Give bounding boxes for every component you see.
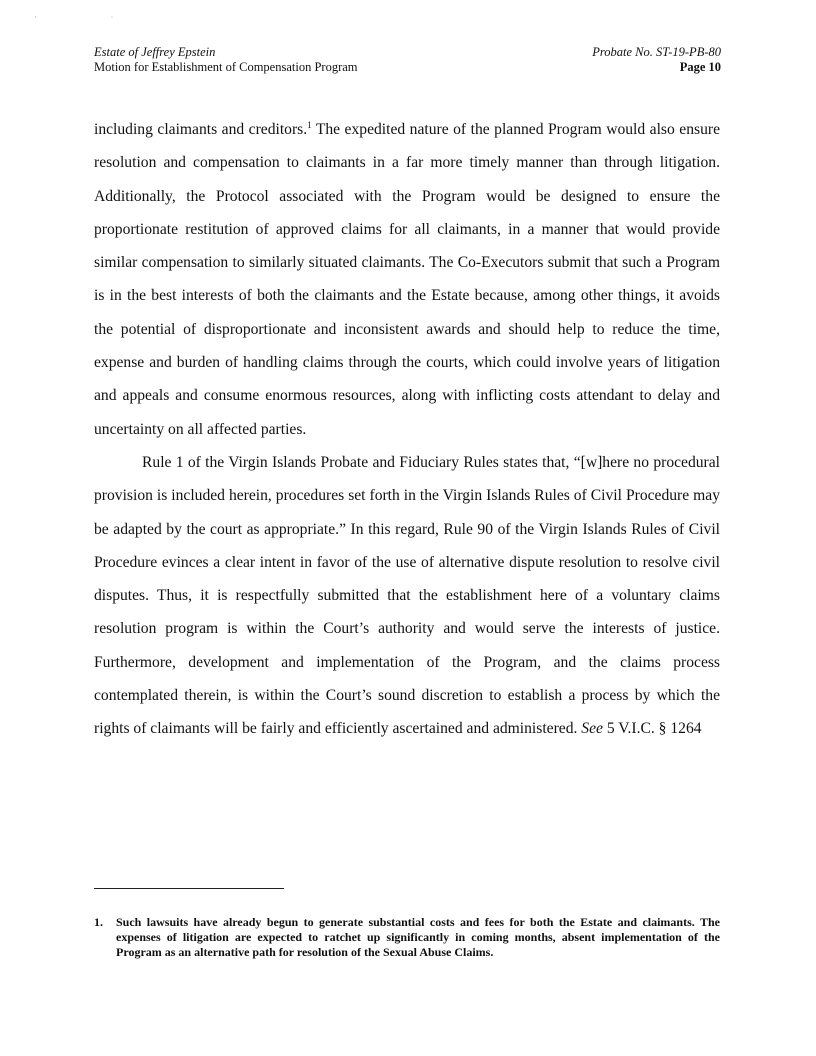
scan-corner-marks: · · (34, 13, 150, 22)
body-paragraph-2 (94, 446, 720, 746)
footnote-divider (94, 888, 284, 889)
page-number: Page 10 (679, 60, 721, 74)
running-header-right (592, 45, 721, 75)
paragraph-2-text: Rule 1 of the Virgin Islands Probate and Fiduciary Rules states that, “[w]here no procedural provision is included herein, procedures set forth in the Virgin Islands Rules of Civil Procedure may be adapted by the court as appropriate.” In this regard, Rule 90 of the Virgin Islands Rules of Civil Procedure evinces a clear intent in favor of the use of alternative dispute resolution to resolve civil disputes. Thus, it is respectfully submitted that the establishment here of a voluntary claims resolution program is within the Court’s authority and would serve the interests of justice. Furthermore, development and implementation of the Program, and the claims process contemplated therein, is within the Court’s sound discretion to establish a process by which the rights of claimants will be fairly and efficiently ascertained and administered. (94, 453, 720, 738)
case-name: Estate of Jeffrey Epstein (94, 45, 216, 59)
footnote-1 (94, 915, 720, 960)
footnote-reference: 1 (307, 120, 312, 130)
footnote-text: Such lawsuits have already begun to generate substantial costs and fees for both the Estate and claimants. The expenses of litigation are expected to ratchet up significantly in coming months, absent implementation of the Program as an alternative path for resolution of the Sexual Abuse Claims. (116, 915, 720, 959)
probate-number: Probate No. ST-19-PB-80 (592, 45, 721, 59)
body-text (94, 113, 720, 746)
running-header-left (94, 45, 358, 75)
statute-citation: 5 V.I.C. § 1264 (602, 720, 702, 738)
document-title: Motion for Establishment of Compensation Program (94, 60, 358, 74)
footnote-number: 1. (94, 915, 103, 929)
citation-signal: See (581, 720, 603, 738)
paragraph-1-text-end: The expedited nature of the planned Program would also ensure resolution and compensation to claimants in a far more timely manner than through litigation. Additionally, the Protocol associated with the Program would be designed to ensure the proportionate restitution of approved claims for all claimants, in a manner that would provide similar compensation to similarly situated claimants. The Co-Executors submit that such a Program is in the best interests of both the claimants and the Estate because, among other things, it avoids the potential of disproportionate and inconsistent awards and should help to reduce the time, expense and burden of handling claims through the courts, which could involve years of litigation and appeals and consume enormous resources, along with inflicting costs attendant to delay and uncertainty on all affected parties. (94, 121, 720, 438)
body-paragraph-1 (94, 113, 720, 446)
paragraph-1-text-start: including claimants and creditors. (94, 121, 308, 138)
